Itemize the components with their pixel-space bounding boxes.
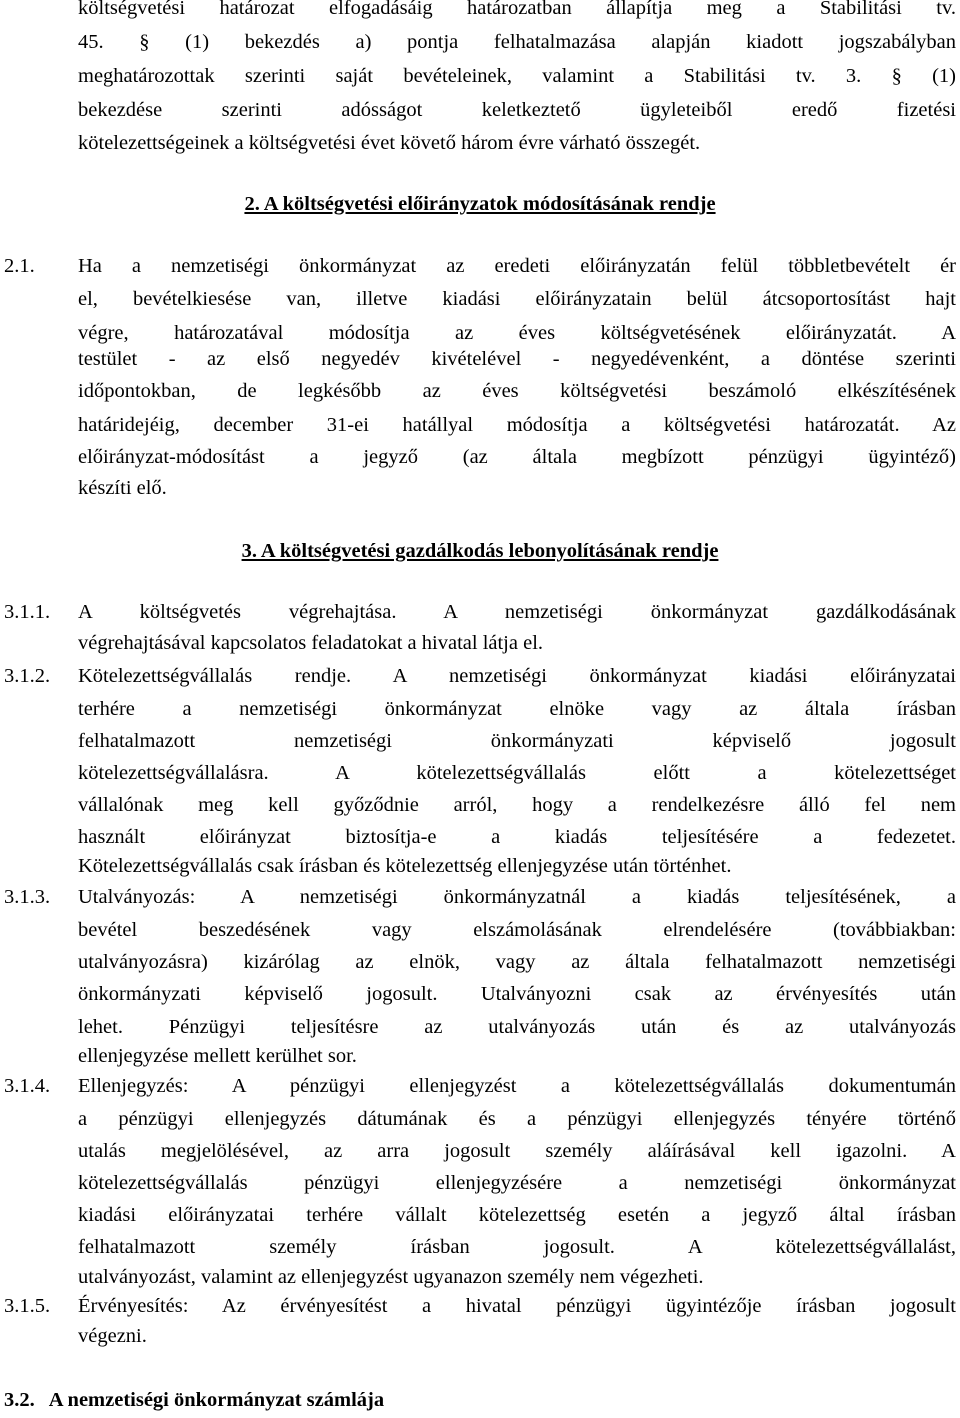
item-number: 3.1.5. [4,1295,51,1317]
text-line: testület - az első negyedév kivételével - negyedévenként, a döntése szerinti [78,348,956,370]
text-line: vállalónak meg kell győződnie arról, hogy a rendelkezésre álló fel nem [78,794,956,816]
text-line: végre, határozatával módosítja az éves költségvetésének előirányzatát. A [78,322,956,344]
text-line: utalás megjelölésével, az arra jogosult személy aláírásával kell igazolni. A [78,1140,956,1162]
text-line: költségvetési határozat elfogadásáig határozatban állapítja meg a Stabilitási tv. [78,0,956,19]
text-line: kötelezettségvállalás pénzügyi ellenjegyzésére a nemzetiségi önkormányzat [78,1172,956,1194]
text-line: Utalványozás: A nemzetiségi önkormányzatnál a kiadás teljesítésének, a [78,886,956,908]
item-number: 3.1.3. [4,886,51,908]
text-line: Ellenjegyzés: A pénzügyi ellenjegyzést a kötelezettségvállalás dokumentumán [78,1075,956,1097]
section-number: 2.1. [4,255,35,277]
text-line: kiadási előirányzatai terhére vállalt kötelezettség esetén a jegyző által írásban [78,1204,956,1226]
item-number: 3.1.4. [4,1075,51,1097]
text-line: utalványozásra) kizárólag az elnök, vagy az általa felhatalmazott nemzetiségi [78,951,956,973]
section-heading-3: 3. A költségvetési gazdálkodás lebonyolításának rendje [241,540,719,562]
text-line: utalványozást, valamint az ellenjegyzést ugyanazon személy nem végezheti. [78,1266,704,1288]
text-line: felhatalmazott nemzetiségi önkormányzati képviselő jogosult [78,730,956,752]
text-line: időpontokban, de legkésőbb az éves költségvetési beszámoló elkészítésének [78,380,956,402]
text-line: Ha a nemzetiségi önkormányzat az eredeti előirányzatán felül többletbevételt ér [78,255,956,277]
text-line: előirányzat-módosítást a jegyző (az általa megbízott pénzügyi ügyintéző) [78,446,956,468]
text-line: A költségvetés végrehajtása. A nemzetiségi önkormányzat gazdálkodásának [78,601,956,623]
text-line: el, bevételkiesése van, illetve kiadási előirányzatain belül átcsoportosítást hajt [78,288,956,310]
text-line: végrehajtásával kapcsolatos feladatokat a hivatal látja el. [78,632,544,654]
text-line: felhatalmazott személy írásban jogosult. A kötelezettségvállalást, [78,1236,956,1258]
text-line: önkormányzati képviselő jogosult. Utalványozni csak az érvényesítés után [78,983,956,1005]
section-title: A nemzetiségi önkormányzat számlája [48,1389,385,1411]
text-line: Érvényesítés: Az érvényesítést a hivatal pénzügyi ügyintézője írásban jogosult [78,1295,956,1317]
text-line: meghatározottak szerinti saját bevételeinek, valamint a Stabilitási tv. 3. § (1) [78,65,956,87]
section-number: 3.2. [4,1389,35,1411]
text-line: kötelezettségeinek a költségvetési évet követő három évre várható összegét. [78,132,701,154]
text-line: készíti elő. [78,477,167,499]
text-line: végezni. [78,1325,147,1347]
text-line: 45. § (1) bekezdés a) pontja felhatalmazása alapján kiadott jogszabályban [78,31,956,53]
text-line: kötelezettségvállalásra. A kötelezettségvállalás előtt a kötelezettséget [78,762,956,784]
text-line: lehet. Pénzügyi teljesítésre az utalványozás után és az utalványozás [78,1016,956,1038]
text-line: a pénzügyi ellenjegyzés dátumának és a pénzügyi ellenjegyzés tényére történő [78,1108,956,1130]
item-number: 3.1.2. [4,665,51,687]
text-line: bevétel beszedésének vagy elszámolásának elrendelésére (továbbiakban: [78,919,956,941]
section-heading-2: 2. A költségvetési előirányzatok módosításának rendje [244,193,716,215]
text-line: Kötelezettségvállalás csak írásban és kötelezettség ellenjegyzése után történhet. [78,855,732,877]
text-line: terhére a nemzetiségi önkormányzat elnöke vagy az általa írásban [78,698,956,720]
section-heading-3-2 [4,1384,398,1416]
text-line: bekezdése szerinti adósságot keletkeztető ügyleteiből eredő fizetési [78,99,956,121]
text-line: használt előirányzat biztosítja-e a kiadás teljesítésére a fedezetet. [78,826,956,848]
item-number: 3.1.1. [4,601,51,623]
text-line: Kötelezettségvállalás rendje. A nemzetiségi önkormányzat kiadási előirányzatai [78,665,956,687]
text-line: ellenjegyzése mellett kerülhet sor. [78,1045,357,1067]
text-line: határidejéig, december 31-ei hatállyal módosítja a költségvetési határozatát. Az [78,414,956,436]
